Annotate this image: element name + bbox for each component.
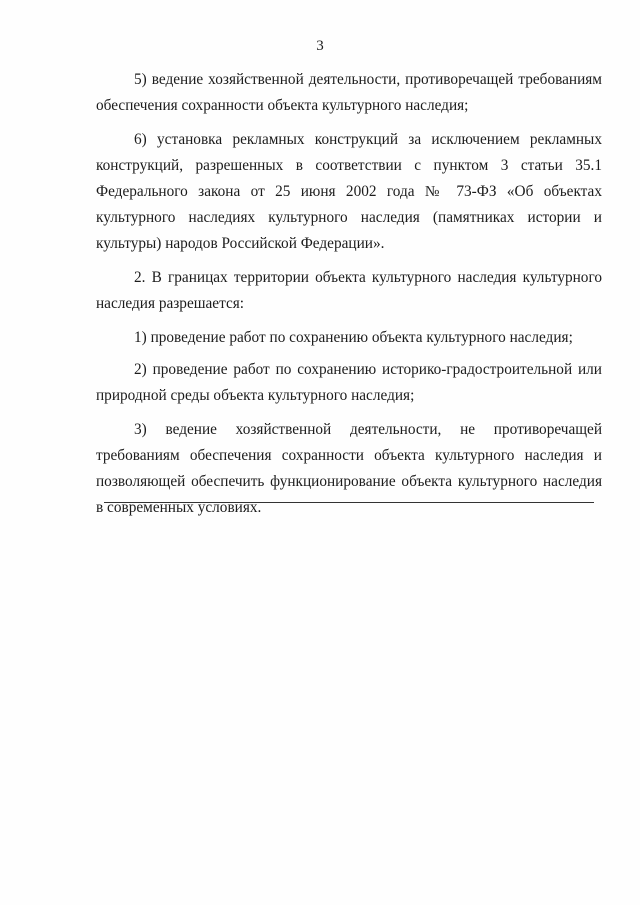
paragraph-subitem-2: 2) проведение работ по сохранению историко-градостроительной или природной среды объекта культурного наследия;	[96, 361, 602, 404]
paragraph-item-5: 5) ведение хозяйственной деятельности, противоречащей требованиям обеспечения сохранности объекта культурного наследия;	[96, 71, 602, 114]
paragraph-subitem-1: 1) проведение работ по сохранению объекта культурного наследия;	[134, 329, 573, 346]
paragraph-subitem-3: 3) ведение хозяйственной деятельности, не противоречащей требованиям обеспечения сохранности объекта культурного наследия и позволяющей обеспечить функционирование объекта культурного наследия в современных условиях.	[96, 421, 602, 516]
closing-divider	[104, 502, 594, 503]
document-body	[96, 67, 602, 529]
page-number: 3	[316, 38, 324, 54]
paragraph-section-2: 2. В границах территории объекта культурного наследия культурного наследия разрешается:	[96, 269, 602, 312]
paragraph-item-6: 6) установка рекламных конструкций за исключением рекламных конструкций, разрешенных в соответствии с пунктом 3 статьи 35.1 Федерального закона от 25 июня 2002 года № 73-ФЗ «Об объектах культурного наследиях культурного наследия (памятниках истории и культуры) народов Российской Федерации».	[96, 131, 602, 252]
